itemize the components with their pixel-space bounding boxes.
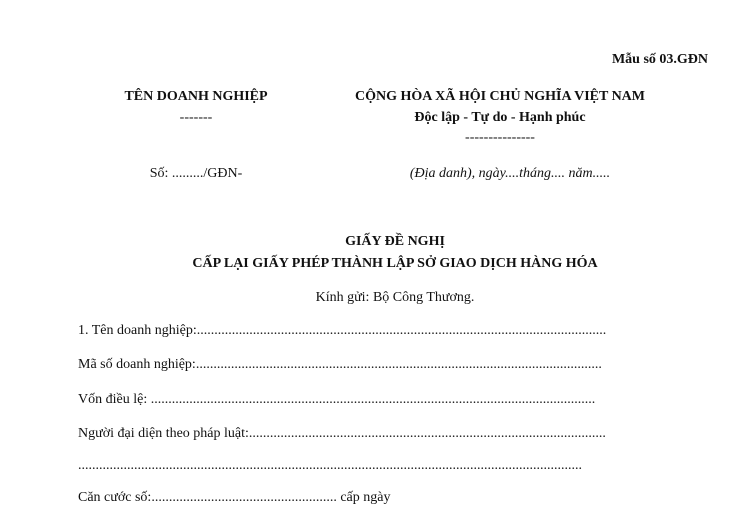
field-dots: .................................................................................................................... (195, 357, 602, 372)
field-charter-capital (78, 392, 595, 408)
field-dots: ..................................................... cấp ngày (151, 490, 391, 505)
document-subtitle: CẤP LẠI GIẤY PHÉP THÀNH LẬP SỞ GIAO DỊCH HÀNG HÓA (192, 256, 598, 271)
place-date: (Địa danh), ngày....tháng.... năm..... (409, 166, 611, 181)
field-legal-representative (78, 426, 606, 442)
field-continuation (78, 458, 582, 474)
form-code: Mẫu số 03.GĐN (611, 52, 708, 67)
field-label: 1. Tên doanh nghiệp: (78, 323, 197, 338)
republic-name: CỘNG HÒA XÃ HỘI CHỦ NGHĨA VIỆT NAM (354, 89, 645, 104)
addressee: Kính gửi: Bộ Công Thương. (315, 290, 475, 305)
motto-divider: --------------- (465, 130, 535, 145)
field-id-card (78, 490, 390, 506)
field-dots: ............................................................................................................................... (150, 392, 596, 407)
field-dots: ................................................................................................................................................ (78, 458, 582, 473)
field-label: Vốn điều lệ: (78, 392, 151, 407)
field-label: Người đại diện theo pháp luật: (78, 426, 249, 441)
national-motto: Độc lập - Tự do - Hạnh phúc (414, 110, 586, 125)
field-label: Căn cước số: (78, 490, 152, 505)
document-title: GIẤY ĐỀ NGHỊ (345, 234, 445, 249)
document-number: Số: ........./GĐN- (149, 166, 243, 181)
company-name: TÊN DOANH NGHIỆP (124, 89, 268, 104)
field-label: Mã số doanh nghiệp: (78, 357, 196, 372)
field-dots: ...................................................................................................... (248, 426, 606, 441)
field-company-name (78, 323, 606, 339)
company-divider: ------- (179, 110, 213, 125)
field-dots: ..................................................................................................................... (196, 323, 607, 338)
field-tax-code (78, 357, 602, 373)
